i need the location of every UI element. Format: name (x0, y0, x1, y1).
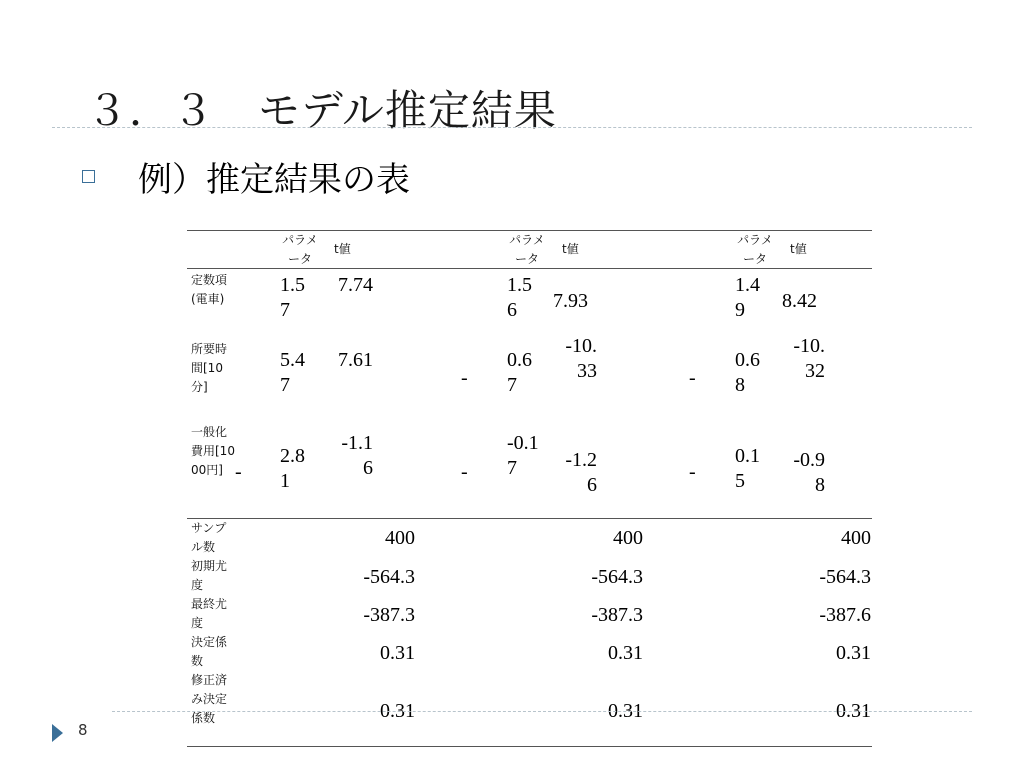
header-t-1: t値 (334, 242, 351, 256)
stat-final-ll-1: -387.3 (363, 604, 415, 626)
stat-adj-r2-2: 0.31 (608, 700, 643, 722)
stat-initial-ll-2: -564.3 (591, 566, 643, 588)
stat-label-sample: サンプル数 (191, 521, 227, 554)
row2-m1-t: 7.61 (338, 349, 373, 371)
stats-rule (187, 518, 872, 519)
row1-m3-param: 1.49 (735, 274, 760, 321)
square-bullet-icon (82, 170, 95, 183)
row3-m1-param: 2.81 (280, 445, 305, 492)
footer-divider (112, 711, 972, 712)
stat-sample-3: 400 (841, 527, 871, 549)
header-param-1: パラメータ (282, 233, 318, 266)
row3-m3-t: -0.98 (793, 449, 825, 496)
stat-initial-ll-3: -564.3 (819, 566, 871, 588)
table-bottom-rule (187, 746, 872, 747)
row1-m1-param: 1.57 (280, 274, 305, 321)
stat-r2-1: 0.31 (380, 642, 415, 664)
triangle-marker-icon (52, 724, 63, 742)
row1-m2-t: 7.93 (553, 290, 588, 312)
stat-label-initial-ll: 初期尤度 (191, 559, 228, 592)
stat-r2-2: 0.31 (608, 642, 643, 664)
row3-m2-sign: - (461, 461, 468, 483)
stat-label-final-ll: 最終尤度 (191, 597, 228, 630)
stat-r2-3: 0.31 (836, 642, 871, 664)
header-t-2: t値 (562, 242, 579, 256)
row3-m2-t: -1.26 (565, 449, 597, 496)
row3-m2-param: -0.17 (507, 432, 539, 479)
row3-m1-sign: - (235, 461, 242, 483)
row3-m1-t: -1.16 (341, 432, 373, 479)
stat-adj-r2-1: 0.31 (380, 700, 415, 722)
row-label-constant: 定数項(電車) (191, 273, 228, 306)
row2-m2-sign: - (461, 367, 468, 389)
row2-m1-param: 5.47 (280, 349, 305, 396)
row-label-travel-time: 所要時間[10分] (191, 342, 228, 394)
stat-sample-2: 400 (613, 527, 643, 549)
header-t-3: t値 (790, 242, 807, 256)
row1-m1-t: 7.74 (338, 274, 373, 296)
row1-m3-t: 8.42 (782, 290, 817, 312)
stat-label-adj-r2: 修正済み決定係数 (191, 673, 228, 725)
header-param-2: パラメータ (509, 233, 545, 266)
stat-adj-r2-3: 0.31 (836, 700, 871, 722)
row2-m3-param: 0.68 (735, 349, 760, 396)
row2-m3-t: -10.32 (793, 335, 825, 382)
estimation-results-table (187, 230, 872, 747)
row3-m3-param: 0.15 (735, 445, 760, 492)
title-divider (52, 127, 972, 128)
page-number: 8 (78, 721, 88, 739)
stat-label-r2: 決定係数 (191, 635, 228, 668)
row1-m2-param: 1.56 (507, 274, 532, 321)
row2-m2-t: -10.33 (565, 335, 597, 382)
row3-m3-sign: - (689, 461, 696, 483)
row2-m2-param: 0.67 (507, 349, 532, 396)
header-param-3: パラメータ (737, 233, 773, 266)
stat-final-ll-3: -387.6 (819, 604, 871, 626)
stat-sample-1: 400 (385, 527, 415, 549)
row-label-generalized-cost: 一般化費用[1000円] (191, 425, 235, 477)
row2-m3-sign: - (689, 367, 696, 389)
stat-final-ll-2: -387.3 (591, 604, 643, 626)
slide-title: ３．３ モデル推定結果 (86, 86, 557, 135)
stat-initial-ll-1: -564.3 (363, 566, 415, 588)
slide-subtitle: 例）推定結果の表 (138, 160, 410, 200)
